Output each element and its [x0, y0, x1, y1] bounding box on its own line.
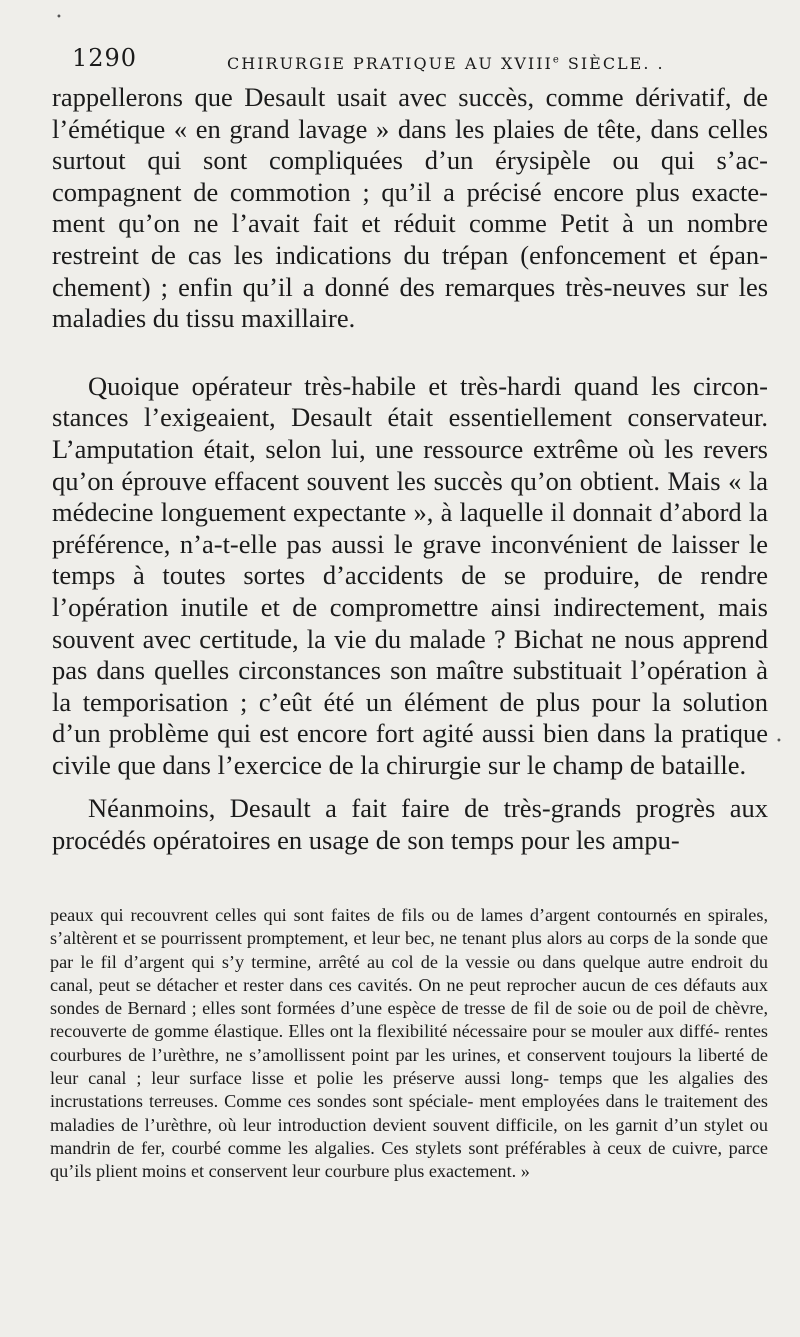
paragraph-2-line: « la médecine longuement expectante », à laquelle il donnait [52, 465, 769, 528]
footnote-line: en spirales, s’altèrent et se pourrissent promptement, et leur bec, ne tenant plus [50, 905, 768, 949]
paragraph-2-line: de laisser le temps à toutes sortes d’accidents de se produire, de [52, 528, 769, 591]
footnote-line: de gomme élastique. Elles ont la flexibilité nécessaire pour se mouler aux diffé- [131, 1021, 720, 1042]
paragraph-1 [52, 82, 768, 335]
footnote-line: peaux qui recouvrent celles qui sont faites de fils ou de lames d’argent contournés [50, 905, 677, 925]
footnote-line: temps que les algalies des incrustations terreuses. Comme ces sondes sont spéciale- [50, 1068, 768, 1112]
paragraph-1-line: restreint de cas les indications du trépan (enfoncement et épan- [52, 239, 768, 270]
paragraph-2-line: stances l’exigeaient, Desault était essentiellement conservateur. [52, 402, 768, 433]
footnote-line: devient souvent difficile, on les garnit d’un stylet ou mandrin de fer, courbé comme [50, 1114, 768, 1158]
paragraph-2-line: mais souvent avec certitude, la vie du malade ? Bichat ne nous [52, 591, 768, 654]
paragraph-1-line: ment qu’on ne l’avait fait et réduit comme Petit à un nombre [52, 208, 768, 239]
running-head [227, 54, 665, 73]
paragraph-2-line: la pratique civile que dans l’exercice de la chirurgie sur le [52, 718, 768, 780]
paragraph-1-line: les maladies du tissu maxillaire. [52, 271, 769, 334]
footnote-line: ces cavités. On ne peut reprocher aucun de ces défauts aux sondes de Bernard ; elles [50, 974, 768, 1019]
running-head-superscript: e [552, 54, 561, 66]
paragraph-2-line: apprend pas dans quelles circonstances son maître substituait [52, 623, 768, 686]
footnote-line: toujours la liberté de leur canal ; leur surface lisse et polie les préserve aussi long- [50, 1044, 768, 1089]
paragraph-2-line: rendre l’opération inutile et de compromettre ainsi indirectement, [52, 560, 768, 622]
footnote-line: sont formées d’une espèce de tresse de fil de soie ou de poil de chèvre, recouverte [50, 998, 768, 1042]
footnote-line: alors au corps de la sonde que par le fil d’argent qui s’y termine, arrêté au col de [50, 928, 768, 972]
speck-mark: • [56, 12, 62, 23]
paragraph-2-line: l’opération à la temporisation ; c’eût été un élément de plus pour [52, 655, 768, 717]
paragraph-spacer [52, 781, 768, 793]
paragraph-1-line: compagnent de commotion ; qu’il a précisé encore plus exacte- [52, 176, 768, 207]
paragraph-2-line: champ de bataille. [552, 749, 747, 780]
paragraph-2-line: L’amputation était, selon lui, une ressource extrême où les revers [52, 433, 768, 464]
paragraph-2-line: Quoique opérateur très-habile et très-hardi quand les circon- [88, 370, 768, 401]
running-head-text: CHIRURGIE PRATIQUE AU XVIII [227, 54, 553, 73]
footnote-line: et conservent leur courbure plus exactement. » [190, 1161, 530, 1182]
page-header [72, 44, 760, 76]
running-head-end: SIÈCLE. . [560, 54, 665, 73]
main-text [52, 82, 768, 857]
paragraph-1-line: celles surtout qui sont compliquées d’un érysipèle ou qui s’ac- [52, 113, 769, 176]
paragraph-3 [52, 793, 768, 856]
paragraph-1-line: de l’émétique « en grand lavage » dans les plaies de tête, dans [52, 82, 768, 144]
paragraph-2-line: la solution d’un problème qui est encore fort agité aussi bien dans [52, 686, 769, 749]
page-number: 1290 [72, 44, 138, 72]
paragraph-2-line: d’abord la préférence, n’a-t-elle pas aussi le grave inconvénient [52, 497, 768, 559]
footnote-line: ment employées dans le traitement des maladies de l’urèthre, où leur introduction [50, 1091, 769, 1135]
paragraph-3-line: Néanmoins, Desault a fait faire de très-grands progrès aux [88, 793, 768, 824]
footnote-line: la vessie ou dans quelque autre endroit du canal, peut se détacher et rester dans [50, 951, 768, 995]
paragraph-1-line: chement) ; enfin qu’il a donné des remarques très-neuves sur [52, 271, 729, 302]
paragraph-2-line: qu’on éprouve effacent souvent les succès qu’on obtient. Mais [52, 465, 721, 496]
paragraph-1-line: rappellerons que Desault usait avec succès, comme dérivatif, [52, 82, 732, 112]
speck-mark: • [776, 736, 782, 747]
paragraph-2 [52, 371, 768, 782]
footnote-line: rentes courbures de l’urèthre, ne s’amollissent point par les urines, et conservent [50, 1021, 768, 1065]
paragraph-spacer [52, 335, 768, 371]
footnote [50, 904, 768, 1184]
paragraph-3-line: procédés opératoires en usage de son temps pour les ampu- [52, 825, 680, 856]
footnote-line: les algalies. Ces stylets sont préférables à ceux de cuivre, parce qu’ils plient moins [50, 1137, 769, 1182]
